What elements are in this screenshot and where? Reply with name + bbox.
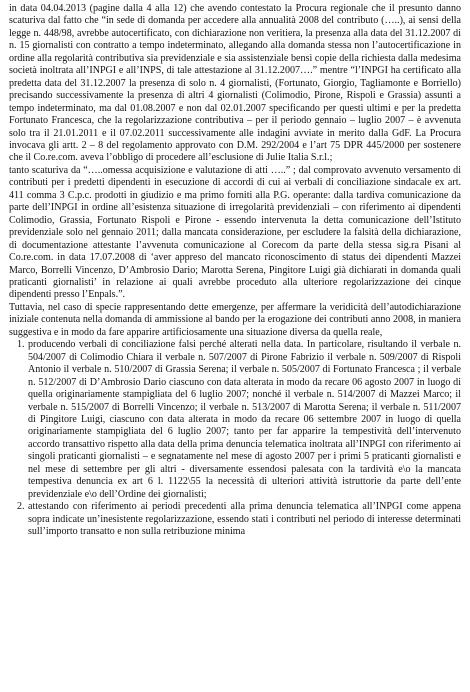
paragraph-2: tanto scaturiva da “…..omessa acquisizione e valutazione di atti …..” ; dal comprovato avvenuto versamento di contributi per i predetti dipendenti in esecuzione di accordi di cui ai verbali di conciliazione sindacale ex art. 411 comma 3 C.p.c. prodotti in giudizio e ma primo forniti alla P.G. operante: dalla tardiva comunicazione da parte dell’INPGI in ordine all’esistenza situazione di irregolarità previdenziali – con riferimento ai dipendenti Colimodio, Grassia, Fortunato Rispoli e Pirone - essendo intervenuta la detta comunicazione dell’Istituto previdenziale solo nel gennaio 2011; dalla mancata considerazione, per escludere la falsità della dichiarazione, di documentazione attestante l’avvenuta comunicazione al Corecom da parte della stessa sig.ra Pisani al Co.re.com. in data 17.07.2008 di ‘aver appreso del mancato riconoscimento di status dei dipendenti Mazzei Marco, Borrelli Vincenzo, D’Ambrosio Dario; Marotta Serena, Pingitore Luigi già dichiarati in domanda quali praticanti giornalisti’ in relazione ai quali avrebbe proceduto alla ulteriore regolarizzazione dei cinque dipendenti presso l’Enpals.”.: [9, 164, 461, 301]
paragraph-1: in data 04.04.2013 (pagine dalla 4 alla 12) che avendo contestato la Procura regionale che il presunto danno scaturiva dal fatto che “in sede di domanda per accedere alla annualità 2008 del contributo (…..), ai sensi della legge n. 448/98, avrebbe autocertificato, con dichiarazione non veritiera, la presenza alla data del 31.12.2007 di n. 15 giornalisti con contratto a tempo indeterminato, allegando alla domanda stessa non l’autocertificazione in ordine alla regolarità contributiva sia previdenziale e sia assistenziale bensì copie della richiesta dalla medesima società inoltrata all’INPGI e all’INPS, di tale attestazione al 31.12.2007….” mentre “l’INPGI ha certificato alla predetta data del 31.12.2007 la presenza di solo n. 4 giornalisti, (Fortunato, Giorgio, Tagliamonte e Borriello) precisando successivamente la presenza di altri 4 giornalisti (Colimodio, Pirone, Rispoli e Grassia) assunti a tempo indeterminato, ma dal 01.08.2007 e non dal 02.01.2007 specificando per questi ultimi e per la predetta Fortunato Francesca, che la regolarizzazione contributiva – per il periodo gennaio – luglio 2007 – è avvenuta solo tra il 21.01.2011 e il 07.02.2011 successivamente alle indagini avviate in merito dalla GdF. La Procura invocava gli artt. 2 – 8 del regolamento approvato con D.M. 292/2004 e l’art 75 DPR 445/2000 per sostenere che il Co.re.com. aveva l’obbligo di procedere all’esclusione di Julie Italia S.r.l.;: [9, 3, 461, 164]
list-item-2: 2. attestando con riferimento ai periodi precedenti alla prima denuncia telematica all’INPGI come appena sopra indicate un’inesistente regolarizzazione, essendo stati i contributi nel periodo di interesse determinati sull’importo transatto e non sulla retribuzione minima: [27, 501, 461, 538]
numbered-list: [9, 339, 461, 538]
list-item-1: 1. producendo verbali di conciliazione falsi perché alterati nella data. In particolare, risultando il verbale n. 504/2007 di Colimodio Chiara il verbale n. 507/2007 di Pirone Fabrizio il verbale n. 509/2007 di Rispoli Antonio il verbale n. 510/2007 di Grassia Serena; il verbale n. 505/2007 di Fortunato Francesca ; il verbale n. 512/2007 di D’Ambrosio Dario ciascuno con data alterata in modo da recare 06 agosto 2007 in luogo di quella originariamente stampigliata del 6 luglio 2007; nonché il verbale n. 514/2007 di Mazzei Marco; il verbale n. 515/2007 di Borrelli Vincenzo; il verbale n. 513/2007 di Marotta Serena; il verbale n. 511/2007 di Pingitore Luigi, ciascuno con data alterata in modo da recare 06 settembre 2007 in luogo di quella originariamente stampigliata del 6 luglio 2007; tanto per far apparire la tempestività dell’intervenuto accordo transattivo rispetto alla data della prima denuncia telematica inoltrata all’INPGI con riferimento ai singoli praticanti giornalisti – e segnatamente nel mese di agosto 2007 per i primi 5 praticanti giornalisti e nel mese di settembre per gli altri - diversamente essendosi palesata con la tardività e\o la mancata tempestiva denuncia ex art 6 l. 1122\55 la necessità di ulteriori attività istruttorie da parte dell’ente previdenziale e\o dell’Ordine dei giornalisti;: [27, 339, 461, 501]
paragraph-3: Tuttavia, nel caso di specie rappresentando dette emergenze, per affermare la veridicità dell’autodichiarazione iniziale contenuta nella domanda di ammissione al bando per la erogazione dei contributi anno 2008, in maniera suggestiva e in modo da fare apparire artificiosamente una situazione diversa da quella reale,: [9, 301, 461, 338]
